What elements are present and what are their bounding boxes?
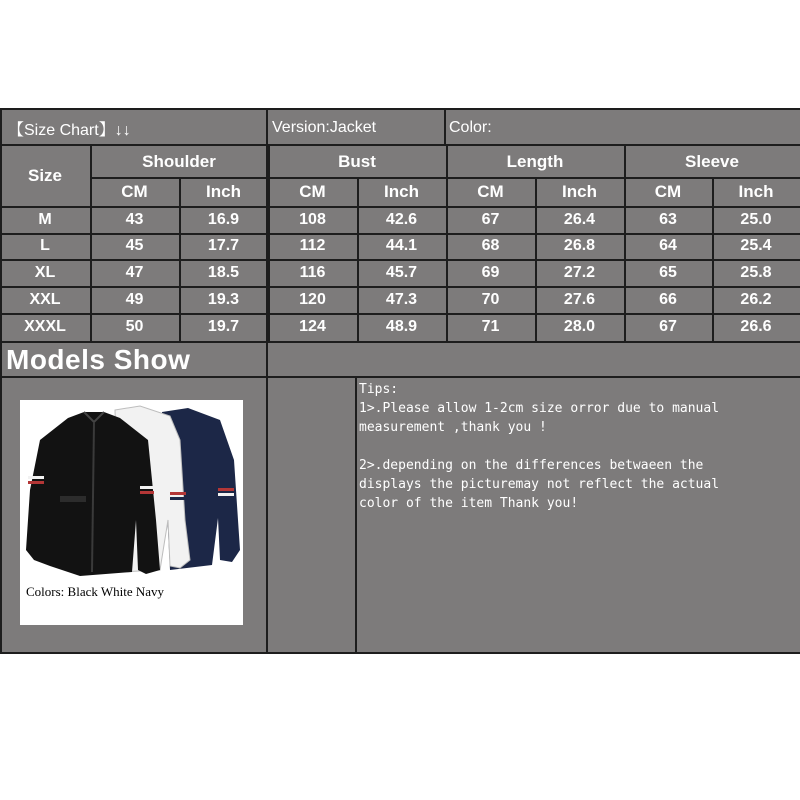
table-cell: 70 — [481, 290, 500, 308]
table-cell: 42.6 — [385, 210, 418, 228]
grid-line-top — [0, 108, 800, 110]
unit-header-cm: CM — [477, 182, 504, 201]
table-cell: 45 — [125, 237, 144, 254]
table-cell: 66 — [659, 290, 677, 308]
table-cell: 25.8 — [740, 263, 772, 281]
shoulder-header: Shoulder — [142, 152, 216, 171]
size-column-header: Size — [27, 166, 63, 185]
unit-header-inch: Inch — [384, 182, 419, 201]
colors-caption: Colors: Black White Navy — [26, 584, 165, 599]
grid-line-models-left — [266, 341, 268, 654]
table-cell: 27.2 — [563, 263, 596, 281]
table-cell: 65 — [659, 263, 677, 281]
table-cell: 25.4 — [740, 237, 772, 254]
table-cell: 17.7 — [207, 237, 240, 254]
models-show-title: Models Show — [6, 344, 191, 375]
table-cell: 18.5 — [207, 263, 240, 281]
tips-line: 2>.depending on the differences betwaeen the — [359, 458, 704, 473]
table-cell: 124 — [299, 318, 326, 335]
size-cell: XXXL — [24, 318, 66, 335]
table-cell: 112 — [299, 237, 326, 254]
size-cell: M — [38, 210, 52, 228]
table-cell: 44.1 — [385, 237, 418, 254]
table-cell: 120 — [299, 290, 326, 308]
tips-line: color of the item Thank you! — [359, 496, 579, 511]
table-cell: 26.2 — [740, 290, 772, 308]
grid-line-tips-left — [355, 376, 357, 654]
table-cell: 26.8 — [563, 237, 596, 254]
table-cell: 71 — [481, 318, 500, 335]
table-cell: 26.6 — [740, 318, 772, 335]
tips-line: displays the picturemay not reflect the actual — [359, 477, 720, 492]
size-cell: XXL — [29, 290, 61, 308]
table-cell: 45.7 — [385, 263, 418, 281]
unit-header-inch: Inch — [738, 182, 774, 201]
table-cell: 43 — [125, 210, 144, 228]
tips-line: 1>.Please allow 1-2cm size orror due to manual — [359, 401, 720, 416]
table-cell: 47 — [125, 263, 144, 281]
table-cell: 67 — [659, 318, 677, 335]
grid-line-bottom — [0, 652, 800, 654]
table-cell: 19.3 — [207, 290, 240, 308]
table-cell: 67 — [481, 210, 500, 228]
unit-header-inch: Inch — [206, 182, 241, 201]
table-cell: 27.6 — [563, 290, 596, 308]
table-cell: 26.4 — [563, 210, 596, 228]
unit-header-inch: Inch — [562, 182, 597, 201]
length-header: Length — [506, 152, 564, 171]
sleeve-header: Sleeve — [685, 152, 739, 171]
size-cell: XL — [34, 263, 56, 281]
grid-line-color — [444, 108, 446, 144]
tips-text — [359, 399, 719, 513]
table-cell: 116 — [299, 263, 326, 281]
table-cell: 64 — [659, 237, 677, 254]
product-photo — [20, 400, 243, 625]
table-cell: 28.0 — [563, 318, 596, 335]
table-cell: 63 — [659, 210, 677, 228]
table-cell: 68 — [481, 237, 500, 254]
version-label: Version:Jacket — [272, 119, 377, 136]
unit-header-cm: CM — [299, 182, 326, 201]
table-cell: 16.9 — [207, 210, 240, 228]
table-cell: 25.0 — [740, 210, 772, 228]
table-cell: 49 — [125, 290, 144, 308]
color-label: Color: — [449, 119, 492, 136]
table-cell: 69 — [481, 263, 500, 281]
bust-header: Bust — [338, 152, 376, 171]
table-cell: 47.3 — [385, 290, 418, 308]
unit-header-cm: CM — [121, 182, 148, 201]
table-cell: 48.9 — [385, 318, 418, 335]
size-chart-label: 【Size Chart】↓↓ — [8, 121, 131, 139]
table-cell: 108 — [299, 210, 326, 228]
tips-title: Tips: — [359, 382, 399, 397]
unit-header-cm: CM — [654, 182, 682, 201]
tips-line: measurement ,thank you ! — [359, 420, 547, 435]
table-cell: 19.7 — [207, 318, 240, 335]
table-cell: 50 — [125, 318, 144, 335]
tips-line — [359, 437, 719, 456]
size-cell: L — [40, 237, 50, 254]
